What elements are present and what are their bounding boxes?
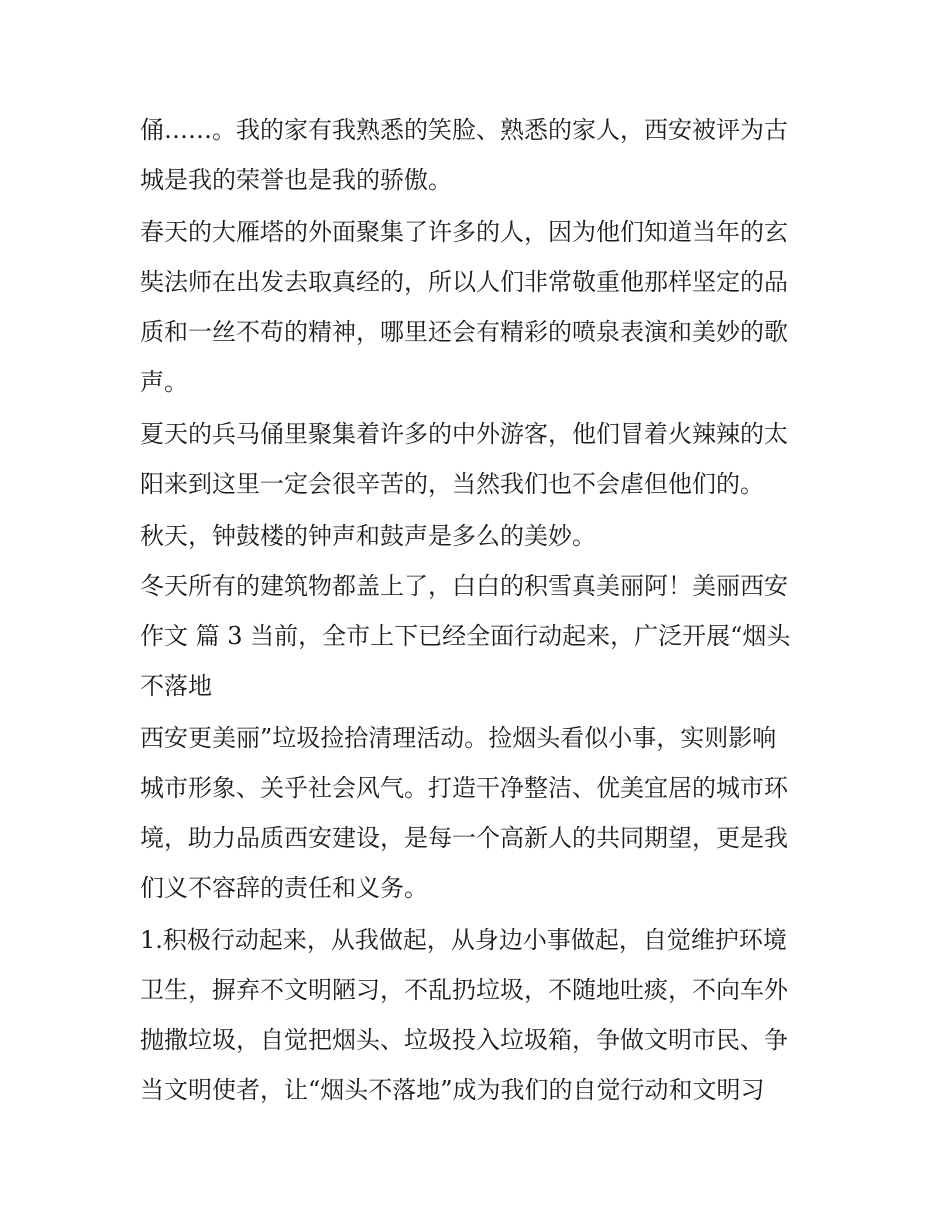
text-line: 冬天所有的建筑物都盖上了，白白的积雪真美丽阿！美丽西安 xyxy=(140,572,788,600)
text-line: 夏天的兵马俑里聚集着许多的中外游客，他们冒着火辣辣的太 xyxy=(140,420,788,448)
text-line: 当文明使者，让“烟头不落地”成为我们的自觉行动和文明习 xyxy=(140,1076,765,1104)
text-line: 不落地 xyxy=(140,672,212,700)
text-line: 们义不容辞的责任和义务。 xyxy=(140,874,428,902)
text-line: 境，助力品质西安建设，是每一个高新人的共同期望，更是我 xyxy=(140,824,788,852)
text-line: 奘法师在出发去取真经的，所以人们非常敬重他那样坚定的品 xyxy=(140,268,788,296)
text-line: 作文 篇 3 当前，全市上下已经全面行动起来，广泛开展“烟头 xyxy=(140,622,791,650)
text-line: 卫生，摒弃不文明陋习，不乱扔垃圾，不随地吐痰，不向车外 xyxy=(140,976,788,1004)
text-line: 声。 xyxy=(140,368,188,396)
text-line: 俑……。我的家有我熟悉的笑脸、熟悉的家人，西安被评为古 xyxy=(140,116,788,144)
text-line: 秋天，钟鼓楼的钟声和鼓声是多么的美妙。 xyxy=(140,522,596,550)
text-line: 1.积极行动起来，从我做起，从身边小事做起，自觉维护环境 xyxy=(140,926,787,954)
text-line: 城是我的荣誉也是我的骄傲。 xyxy=(140,166,452,194)
text-line: 阳来到这里一定会很辛苦的，当然我们也不会虐但他们的。 xyxy=(140,470,764,498)
text-line: 抛撒垃圾，自觉把烟头、垃圾投入垃圾箱，争做文明市民、争 xyxy=(140,1026,788,1054)
text-line: 城市形象、关乎社会风气。打造干净整洁、优美宜居的城市环 xyxy=(140,774,788,802)
text-line: 春天的大雁塔的外面聚集了许多的人，因为他们知道当年的玄 xyxy=(140,218,788,246)
text-line: 西安更美丽”垃圾捡拾清理活动。捡烟头看似小事，实则影响 xyxy=(140,724,777,752)
text-line: 质和一丝不苟的精神，哪里还会有精彩的喷泉表演和美妙的歌 xyxy=(140,318,788,346)
